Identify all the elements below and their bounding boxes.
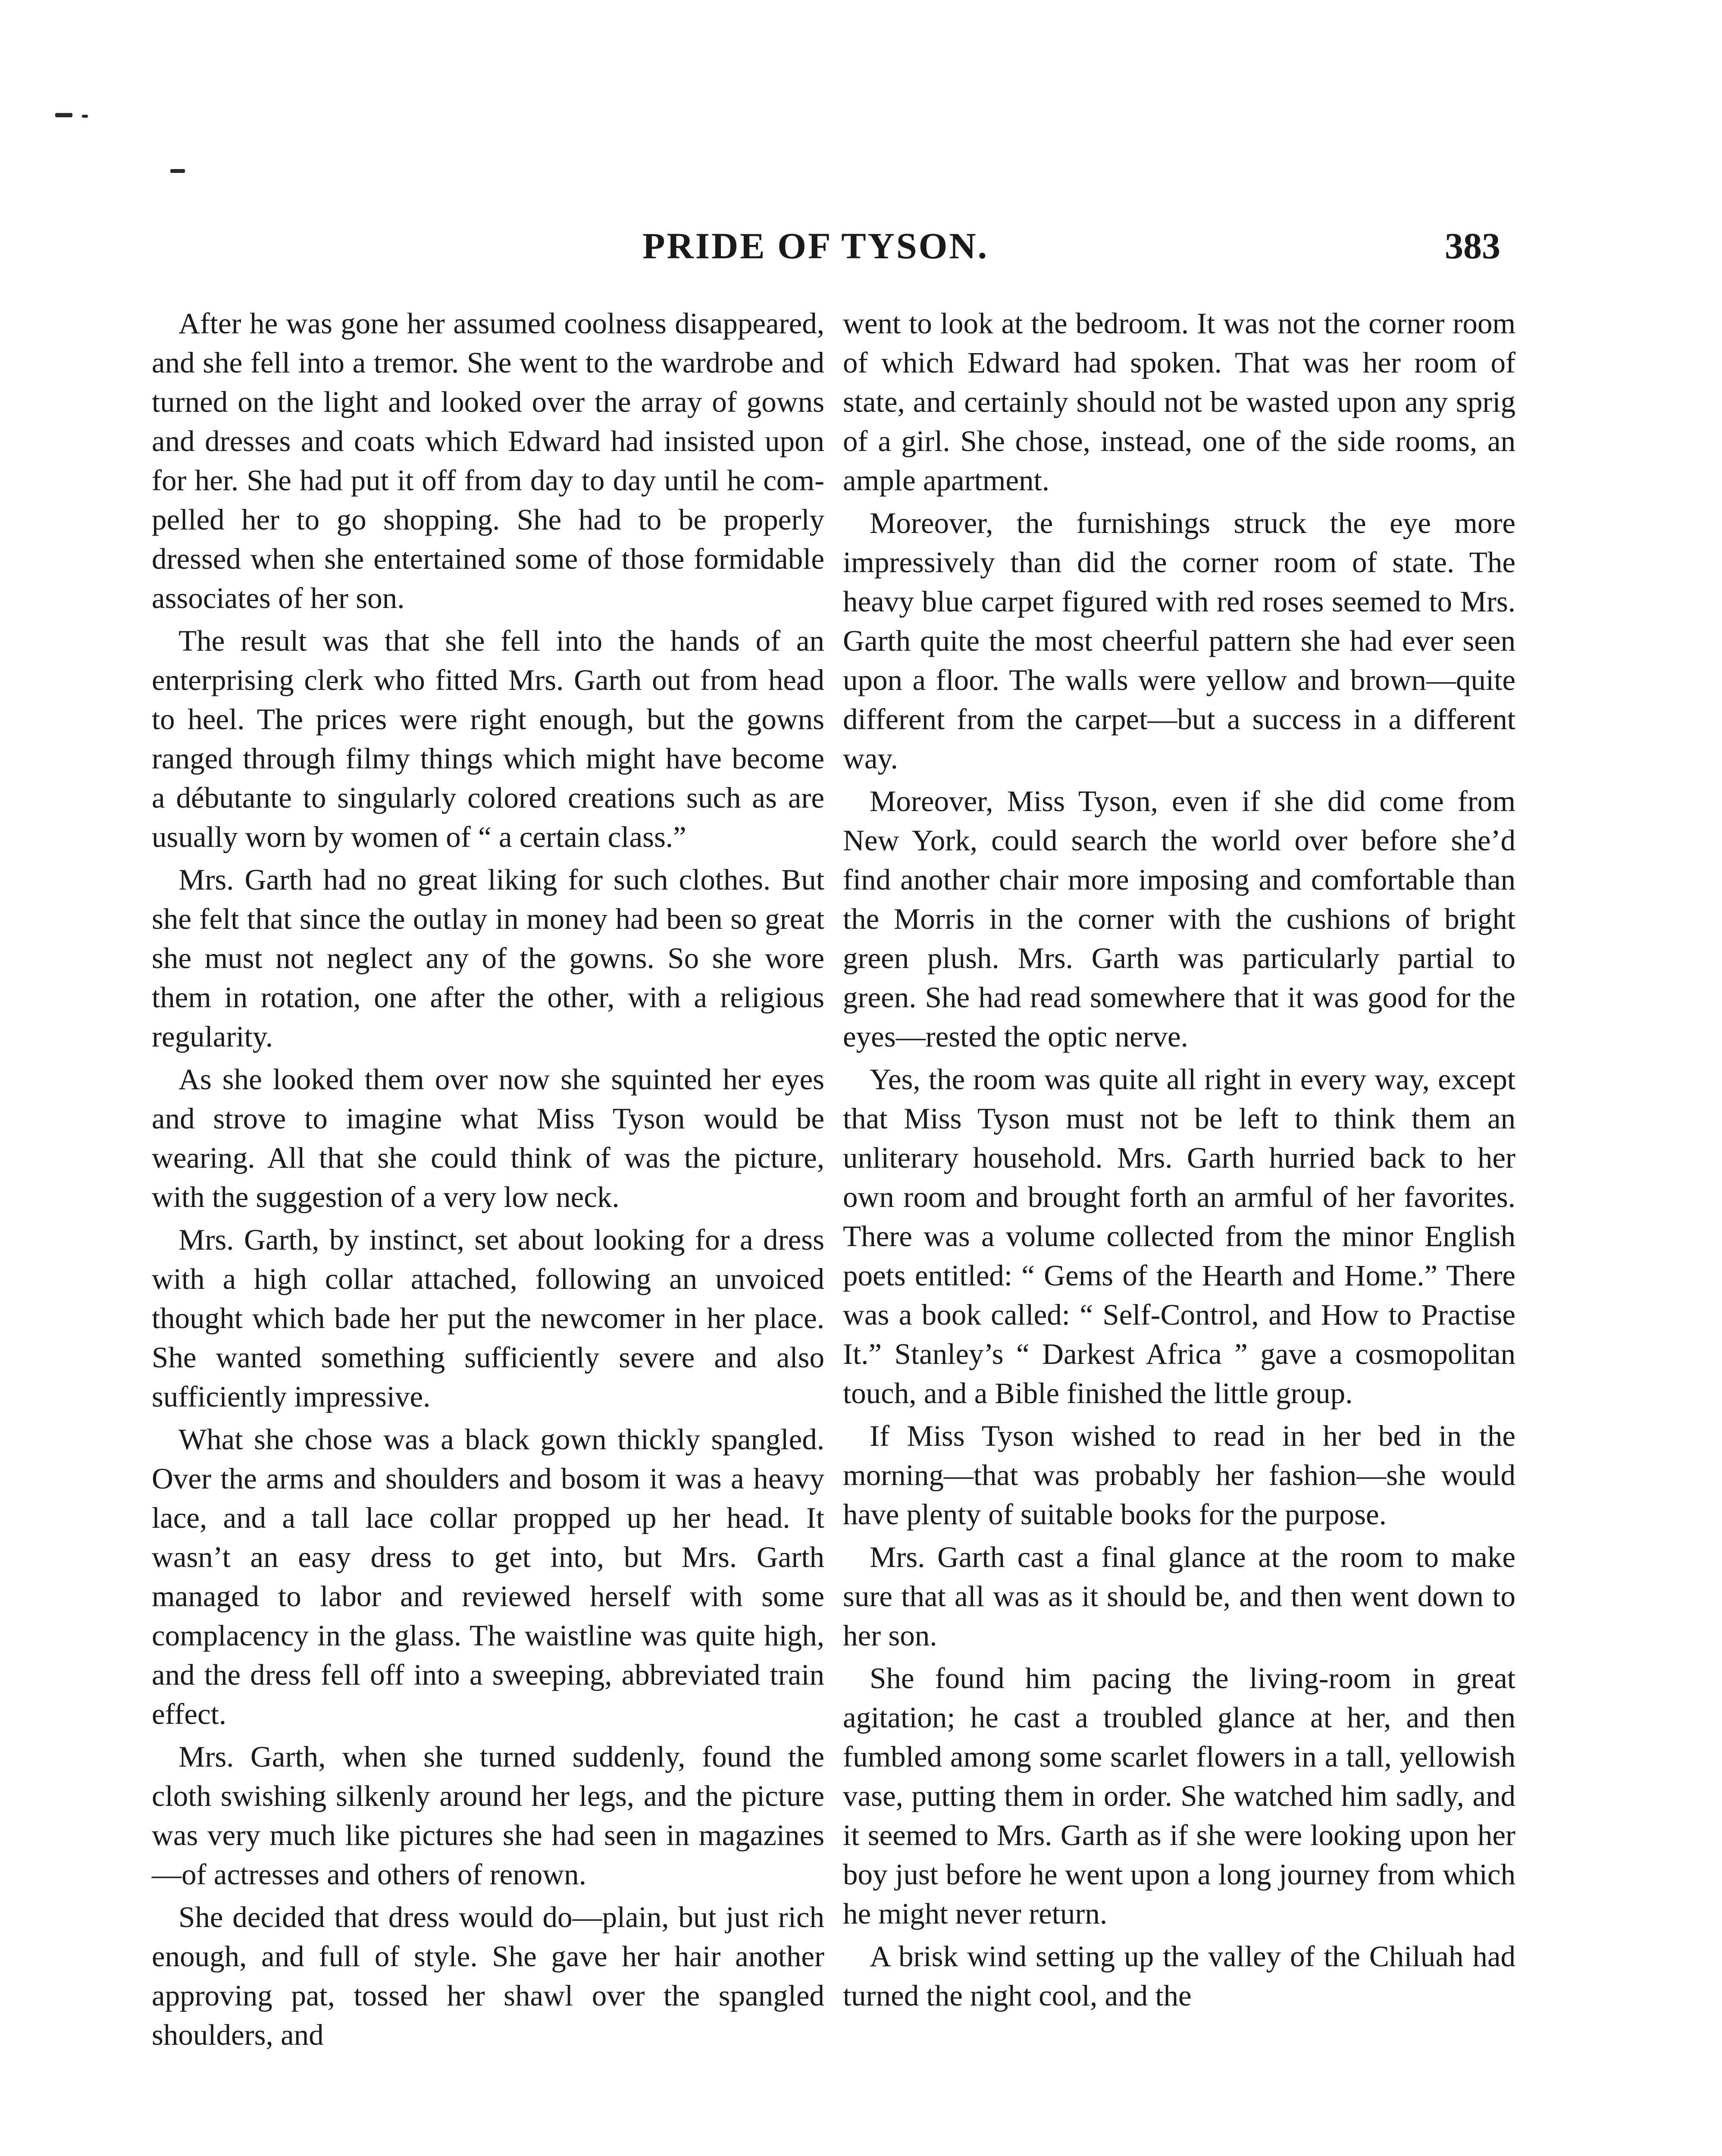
paragraph: What she chose was a black gown thickly spangled. Over the arms and shoulders and bosom it was a heavy lace, and a tall lace collar propped up her head. It wasn’t an easy dress to get into, but Mrs. Garth managed to labor and reviewed herself with some complacency in the glass. The waistline was quite high, and the dress fell off into a sweeping, abbreviated train effect. [152, 1423, 824, 1730]
scan-speck [170, 169, 185, 173]
paragraph: Yes, the room was quite all right in every way, except that Miss Tyson must not be left to think them an unliterary household. Mrs. Garth hurried back to her own room and brought forth an armful of her favorites. There was a volume collected from the minor English poets entitled: “ Gems of the Hearth and Home.” There was a book called: “ Self-Control, and How to Practise It.” Stanley’s “ Darkest Africa ” gave a cosmopolitan touch, and a Bible finished the little group. [843, 1063, 1515, 1410]
scan-speck [55, 113, 72, 117]
paragraph-continued: went to look at the bedroom. It was not the corner room of which Edward had spoken. That was her room of state, and certainly should not be wasted upon any sprig of a girl. She chose, instead, one of the side rooms, an ample apartment. [843, 307, 1515, 497]
page-header [642, 224, 1500, 272]
paragraph: A brisk wind setting up the valley of the Chiluah had turned the night cool, and the [843, 1940, 1515, 2012]
paragraph: After he was gone her assumed coolness disappeared, and she fell into a tremor. She went to the wardrobe and turned on the light and looked over the array of gowns and dresses and coats which Edward had insisted upon for her. She had put it off from day to day until he compelled her to go shopping. She had to be properly dressed when she entertained some of those formidable associates of her son. [152, 307, 824, 614]
paragraph: She decided that dress would do—plain, but just rich enough, and full of style. She gave her hair another approving pat, tossed her shawl over the spangled shoulders, and [152, 1901, 824, 2051]
paragraph: Mrs. Garth had no great liking for such clothes. But she felt that since the outlay in money had been so great she must not neglect any of the gowns. So she wore them in rotation, one after the other, with a religious regularity. [152, 863, 824, 1053]
page-number: 383 [1445, 225, 1500, 266]
paragraph: The result was that she fell into the hands of an enterprising clerk who fitted Mrs. Garth out from head to heel. The prices were right enough, but the gowns ranged through filmy things which might have become a débutante to singularly colored creations such as are usually worn by women of “ a certain class.” [152, 624, 824, 853]
text-column-right [843, 304, 1515, 2019]
text-column-left [152, 304, 824, 2058]
paragraph: Mrs. Garth, when she turned suddenly, found the cloth swishing silkenly around her legs, and the picture was very much like pictures she had seen in magazines—of actresses and others of renown. [152, 1740, 824, 1891]
paragraph: She found him pacing the living-room in great agitation; he cast a troubled glance at her, and then fumbled among some scarlet flowers in a tall, yellowish vase, putting them in order. She watched him sadly, and it seemed to Mrs. Garth as if she were looking upon her boy just before he went upon a long journey from which he might never return. [843, 1662, 1515, 1930]
paragraph: Mrs. Garth, by instinct, set about looking for a dress with a high collar attached, following an unvoiced thought which bade her put the newcomer in her place. She wanted something sufficiently severe and also sufficiently impressive. [152, 1223, 824, 1413]
paragraph: Moreover, Miss Tyson, even if she did come from New York, could search the world over before she’d find another chair more imposing and comfortable than the Morris in the corner with the cushions of bright green plush. Mrs. Garth was particularly partial to green. She had read somewhere that it was good for the eyes—rested the optic nerve. [843, 785, 1515, 1053]
scan-speck [82, 115, 88, 118]
paragraph: If Miss Tyson wished to read in her bed in the morning—that was probably her fashion—she would have plenty of suitable books for the purpose. [843, 1420, 1515, 1531]
paragraph: As she looked them over now she squinted her eyes and strove to imagine what Miss Tyson would be wearing. All that she could think of was the picture, with the suggestion of a very low neck. [152, 1063, 824, 1213]
paragraph: Moreover, the furnishings struck the eye more impressively than did the corner room of state. The heavy blue carpet figured with red roses seemed to Mrs. Garth quite the most cheerful pattern she had ever seen upon a floor. The walls were yellow and brown—quite different from the carpet—but a success in a different way. [843, 507, 1515, 775]
paragraph: Mrs. Garth cast a final glance at the room to make sure that all was as it should be, and then went down to her son. [843, 1541, 1515, 1652]
running-head: PRIDE OF TYSON. [642, 225, 989, 266]
